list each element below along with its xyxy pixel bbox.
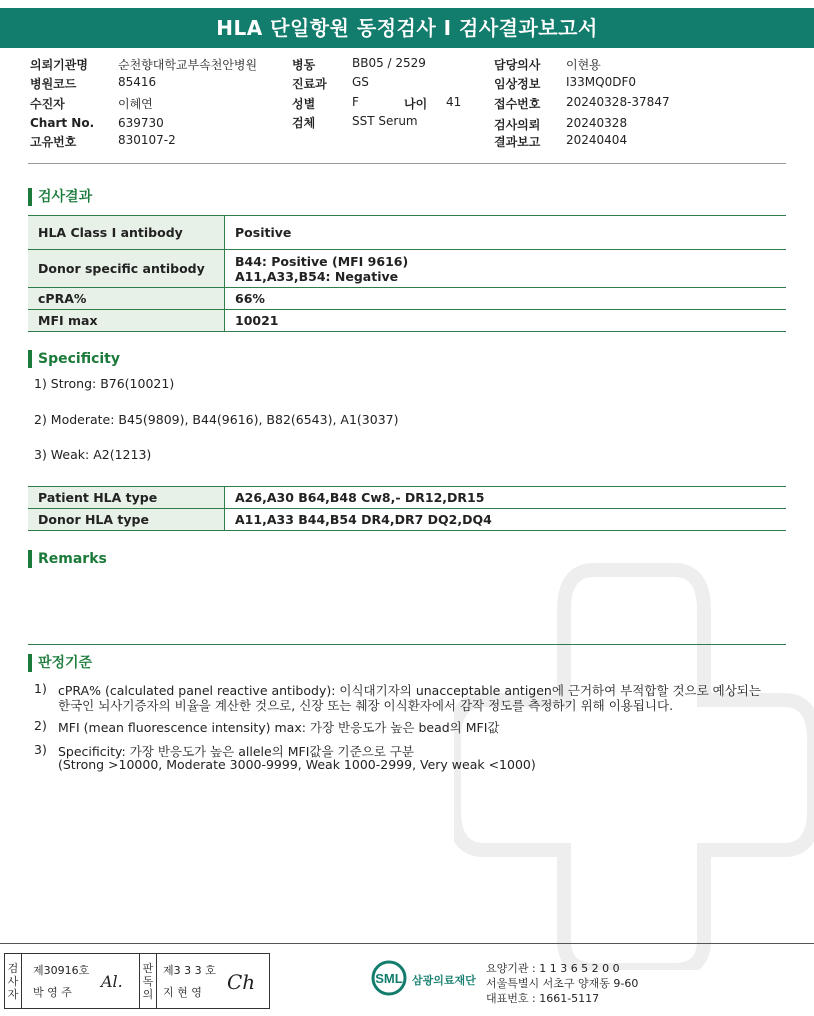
reviewer-label: 판독의	[139, 954, 157, 1008]
info-value: GS	[352, 75, 369, 89]
criteria-text: (Strong >10000, Moderate 3000-9999, Weak 1000-2999, Very weak <1000)	[58, 757, 536, 772]
dsa-negative: A11,A33,B54: Negative	[235, 268, 399, 284]
table-row	[28, 288, 786, 310]
section-title-specificity: Specificity	[28, 350, 120, 368]
info-label: 검사의뢰	[494, 118, 541, 132]
info-value: 85416	[118, 75, 157, 89]
criteria-text: cPRA% (calculated panel reactive antibody): 이식대기자의 unacceptable antigen에 근거하여 부적합할 것으로 예상되는	[58, 683, 761, 698]
result-value	[225, 250, 787, 288]
tester-signature: Al.	[101, 972, 123, 991]
org-name: 삼광의료재단	[412, 974, 476, 987]
criteria-text: MFI (mean fluorescence intensity) max: 가장 반응도가 높은 bead의 MFI값	[58, 720, 500, 735]
table-row	[28, 216, 786, 250]
info-value: I33MQ0DF0	[566, 75, 637, 89]
hla-type-table	[28, 486, 786, 531]
section-title-result: 검사결과	[28, 188, 92, 206]
dsa-positive: B44: Positive (MFI 9616)	[235, 253, 409, 269]
specificity-moderate: 2) Moderate: B45(9809), B44(9616), B82(6543), A1(3037)	[34, 412, 399, 427]
info-value: 20240404	[566, 133, 628, 147]
criteria-number: 1)	[34, 681, 47, 696]
section-title-criteria: 판정기준	[28, 654, 92, 672]
address-line: 요양기관 : 1 1 3 6 5 2 0 0	[486, 962, 620, 975]
info-label: 성별	[292, 97, 316, 111]
info-value: 41	[446, 95, 462, 109]
result-value: 66%	[225, 288, 787, 310]
hla-value: A11,A33 B44,B54 DR4,DR7 DQ2,DQ4	[225, 509, 787, 531]
info-value: 830107-2	[118, 133, 176, 147]
info-label: 진료과	[292, 77, 327, 91]
section-title-remarks: Remarks	[28, 550, 107, 568]
signature-box	[4, 953, 270, 1009]
info-label: 검체	[292, 116, 316, 130]
table-row	[28, 310, 786, 332]
result-value: Positive	[225, 216, 787, 250]
criteria-number: 3)	[34, 742, 47, 757]
criteria-text: Specificity: 가장 반응도가 높은 allele의 MFI값을 기준으로 구분	[58, 744, 414, 759]
info-value: 20240328-37847	[566, 95, 670, 109]
hla-label: Patient HLA type	[28, 487, 225, 509]
result-label: MFI max	[28, 310, 225, 332]
info-label: 임상정보	[494, 77, 541, 91]
table-row	[28, 509, 786, 531]
result-label: cPRA%	[28, 288, 225, 310]
table-row	[28, 250, 786, 288]
info-label: 병원코드	[30, 77, 77, 91]
report-title: HLA 단일항원 동정검사 I 검사결과보고서	[0, 8, 814, 48]
specificity-strong: 1) Strong: B76(10021)	[34, 376, 175, 391]
info-value: 이혜연	[118, 97, 153, 111]
info-label: 의뢰기관명	[30, 58, 88, 72]
reviewer-name: 지 현 영	[163, 986, 202, 999]
info-value: F	[352, 95, 359, 109]
address-line: 서울특별시 서초구 양재동 9-60	[486, 977, 639, 990]
tester-name: 박 영 주	[33, 986, 72, 999]
info-value: 20240328	[566, 116, 628, 130]
logo-text: SML	[375, 971, 403, 986]
criteria-text: 한국인 뇌사기증자의 비율을 계산한 것으로, 신장 또는 췌장 이식환자에서 감작 정도를 측정하기 위해 이용됩니다.	[58, 698, 674, 713]
info-value: 639730	[118, 116, 164, 130]
info-label: 결과보고	[494, 135, 541, 149]
info-value: BB05 / 2529	[352, 56, 426, 70]
footer-divider	[0, 943, 814, 944]
info-value: 이현용	[566, 58, 601, 72]
info-label: 고유번호	[30, 135, 77, 149]
reviewer-number: 제3 3 3 호	[163, 964, 216, 977]
tester-label: 검사자	[5, 954, 22, 1008]
info-label: 담당의사	[494, 58, 541, 72]
address-line: 대표번호 : 1661-5117	[486, 992, 600, 1005]
table-row	[28, 487, 786, 509]
divider	[28, 644, 786, 645]
tester-number: 제30916호	[33, 964, 90, 977]
result-value: 10021	[225, 310, 787, 332]
reviewer-signature: Ch	[227, 970, 256, 994]
info-value: SST Serum	[352, 114, 418, 128]
divider	[28, 163, 786, 164]
hla-value: A26,A30 B64,B48 Cw8,- DR12,DR15	[225, 487, 787, 509]
info-label: 나이	[404, 97, 428, 111]
specificity-weak: 3) Weak: A2(1213)	[34, 447, 152, 462]
info-label: 병동	[292, 58, 316, 72]
sml-logo-icon	[368, 960, 410, 996]
info-label: 수진자	[30, 97, 65, 111]
criteria-number: 2)	[34, 718, 47, 733]
result-label: Donor specific antibody	[28, 250, 225, 288]
result-label: HLA Class I antibody	[28, 216, 225, 250]
info-value: 순천향대학교부속천안병원	[118, 58, 258, 72]
info-label: Chart No.	[30, 116, 95, 130]
info-label: 접수번호	[494, 97, 541, 111]
hla-label: Donor HLA type	[28, 509, 225, 531]
results-table	[28, 215, 786, 332]
